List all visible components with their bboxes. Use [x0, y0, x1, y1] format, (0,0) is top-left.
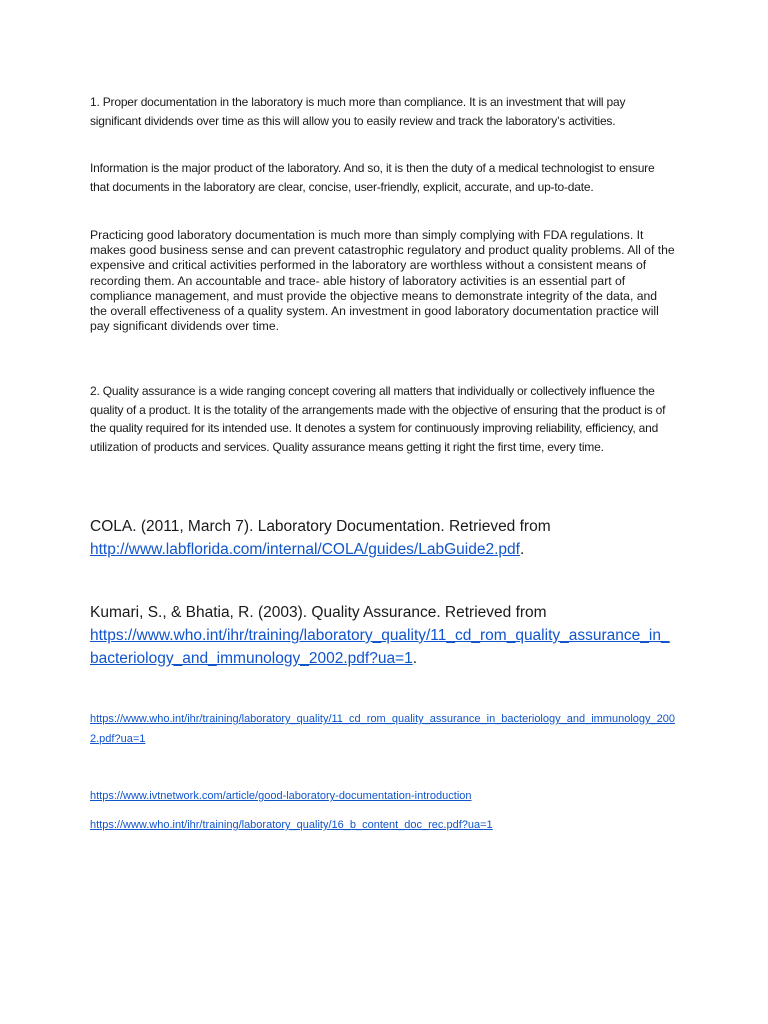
link-who-quality-assurance[interactable]: https://www.who.int/ihr/training/laboratory_quality/11_cd_rom_quality_assurance_in_bacteriology_and_immunology_2002.pdf?ua=1: [90, 713, 675, 745]
reference-kumari: [90, 601, 676, 670]
link-ivtnetwork-documentation[interactable]: https://www.ivtnetwork.com/article/good-laboratory-documentation-introduction: [90, 790, 472, 802]
reference-cola-link[interactable]: http://www.labflorida.com/internal/COLA/guides/LabGuide2.pdf: [90, 541, 520, 558]
reference-cola-period: .: [519, 541, 525, 558]
reference-kumari-period: .: [412, 650, 418, 667]
paragraph-quality-assurance: 2. Quality assurance is a wide ranging concept covering all matters that individually or collectively influence the quality of a product. It is the totality of the arrangements made with the objective of ensuring that the product is of the quality required for its intended use. It denotes a system for continuously improving reliability, efficiency, and utilization of products and services. Quality assurance means getting it right the first time, every time.: [90, 384, 666, 454]
link-who-doc-rec[interactable]: https://www.who.int/ihr/training/laboratory_quality/16_b_content_doc_rec.pdf?ua=1: [90, 819, 493, 831]
standalone-link-who-qa: [90, 709, 676, 749]
reference-kumari-text: Kumari, S., & Bhatia, R. (2003). Quality Assurance. Retrieved from: [90, 604, 547, 621]
reference-cola-text: COLA. (2011, March 7). Laboratory Documentation. Retrieved from: [90, 518, 551, 535]
standalone-link-ivt: [90, 786, 676, 806]
paragraph-information-product: Information is the major product of the laboratory. And so, it is then the duty of a medical technologist to ensure that documents in the laboratory are clear, concise, user-friendly, explicit, accurate, and up-to-date.: [90, 161, 655, 194]
paragraph-good-documentation-practice: Practicing good laboratory documentation is much more than simply complying with FDA regulations. It makes good business sense and can prevent catastrophic regulatory and product quality problems. All of the expensive and critical activities performed in the laboratory are worthless without a consistent means of recording them. An accountable and trace- able history of laboratory activities is an essential part of compliance management, and must provide the objective means to demonstrate integrity of the data, and the overall effectiveness of a quality system. An investment in good laboratory documentation practice will pay significant dividends over time.: [90, 228, 675, 334]
paragraph-documentation-compliance: 1. Proper documentation in the laboratory is much more than compliance. It is an investment that will pay significant dividends over time as this will allow you to easily review and track the laboratory’s activities.: [90, 95, 626, 128]
reference-cola: [90, 515, 676, 561]
standalone-link-who-doc: [90, 815, 676, 835]
reference-kumari-link[interactable]: https://www.who.int/ihr/training/laboratory_quality/11_cd_rom_quality_assurance_in_bacteriology_and_immunology_2002.pdf?ua=1: [90, 627, 670, 667]
